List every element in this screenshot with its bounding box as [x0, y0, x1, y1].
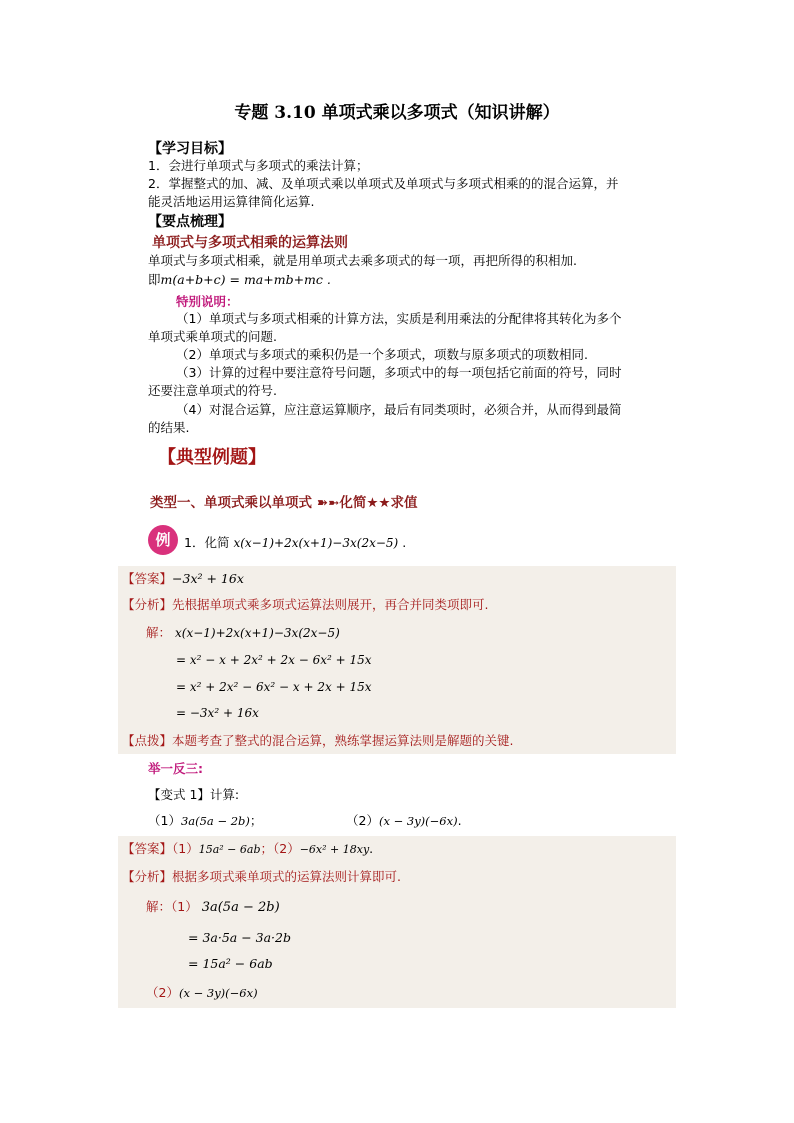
question-1: [184, 534, 406, 552]
note-line-7: 的结果.: [148, 420, 190, 435]
rule-text: 单项式与多项式相乘，就是用单项式去乘多项式的每一项，再把所得的积相加.: [148, 253, 577, 268]
variant-q1-expr: 3a(5a − 2b): [180, 814, 250, 828]
note-line-5: 还要注意单项式的符号.: [148, 383, 277, 398]
tip-1: [122, 732, 514, 750]
variant-q1-number: （1）: [148, 813, 181, 828]
analysis-2-label: 【分析】: [122, 869, 173, 884]
note-line-4: （3）计算的过程中要注意符号问题，多项式中的每一项包括它前面的符号，同时: [176, 365, 622, 380]
question-1-end: .: [402, 535, 407, 550]
answer-2-value-2: −6x² + 18xy: [299, 843, 370, 856]
note-line-6: （4）对混合运算，应注意运算顺序，最后有同类项时，必须合并，从而得到最简: [176, 402, 622, 417]
special-note-label: 特别说明：: [176, 294, 239, 309]
question-1-prefix: 1．化简: [184, 535, 230, 550]
analysis-1-text: 先根据单项式乘多项式运算法则展开，再合并同类项即可.: [172, 597, 489, 612]
solution-label: 解：: [146, 625, 172, 640]
variant-q2-end: .: [457, 813, 462, 828]
analysis-1: [122, 596, 489, 614]
analysis-2-text: 根据多项式乘单项式的运算法则计算即可.: [172, 869, 401, 884]
solution-1-line-1: [146, 624, 340, 642]
note-line-2: 单项式乘单项式的问题.: [148, 329, 277, 344]
goal-item-2: 2．掌握整式的加、减、及单项式乘以单项式及单项式与多项式相乘的的混合运算，并: [148, 176, 619, 191]
answer-1: [122, 570, 244, 588]
solution-2-line-2: = 3a·5a − 3a·2b: [188, 930, 291, 945]
analysis-2: [122, 868, 401, 886]
answer-2-part1-num: （1）: [172, 841, 199, 856]
solution-1-line-3: = x² + 2x² − 6x² − x + 2x + 15x: [176, 680, 372, 694]
tip-label: 【点拨】: [122, 733, 173, 748]
note-line-3: （2）单项式与多项式的乘积仍是一个多项式，项数与原多项式的项数相同.: [176, 347, 588, 362]
variant-1-question-1: [148, 812, 262, 830]
solution-2-line-3: = 15a² − 6ab: [188, 956, 273, 971]
solution-2-part-2: [146, 984, 258, 1002]
solution-2-expr: 3a(5a − 2b): [201, 900, 280, 915]
question-1-expression: x(x−1)+2x(x+1)−3x(2x−5): [233, 536, 399, 550]
typical-heading: 【典型例题】: [158, 447, 266, 468]
solution-2-part2-num: （2）: [146, 985, 179, 1000]
solution-1-line-4: = −3x² + 16x: [176, 706, 259, 720]
solution-2-label: 解：: [146, 899, 172, 914]
page-title: 专题 3.10 单项式乘以多项式（知识讲解）: [234, 103, 560, 123]
solution-1-expr: x(x−1)+2x(x+1)−3x(2x−5): [175, 626, 340, 640]
type1-heading: 类型一、单项式乘以单项式 ➽➼化简★★求值: [150, 495, 418, 511]
solution-2-part2-expr: (x − 3y)(−6x): [178, 986, 258, 1000]
answer-2: [122, 840, 373, 859]
answer-1-value: −3x² + 16x: [172, 571, 244, 586]
answer-2-label: 【答案】: [122, 841, 173, 856]
tip-1-text: 本题考查了整式的混合运算，熟练掌握运算法则是解题的关键.: [172, 733, 514, 748]
answer-2-sep: ；（2）: [260, 841, 300, 856]
formula: m(a+b+c) = ma+mb+mc .: [160, 272, 331, 287]
answer-2-value-1: 15a² − 6ab: [198, 843, 261, 856]
note-line-1: （1）单项式与多项式相乘的计算方法，实质是利用乘法的分配律将其转化为多个: [176, 311, 622, 326]
answer-block-2: [118, 836, 676, 1008]
points-heading: 【要点梳理】: [148, 214, 232, 230]
variant-q2-expr: (x − 3y)(−6x): [378, 814, 458, 828]
goals-heading: 【学习目标】: [148, 141, 232, 157]
solution-2-line-1: [146, 898, 280, 917]
answer-label: 【答案】: [122, 571, 173, 586]
goal-item-1: 1．会进行单项式与多项式的乘法计算；: [148, 158, 369, 173]
answer-2-end: .: [369, 841, 374, 856]
example-badge: 例: [148, 525, 178, 555]
variant-1-heading: 【变式 1】计算:: [148, 787, 240, 802]
juyi-heading: 举一反三:: [148, 761, 203, 776]
formula-line: [148, 271, 331, 289]
analysis-label: 【分析】: [122, 597, 173, 612]
rule-title: 单项式与多项式相乘的运算法则: [152, 235, 348, 251]
variant-q2-number: （2）: [346, 813, 379, 828]
variant-q1-sep: ；: [249, 813, 263, 828]
goal-item-3: 能灵活地运用运算律简化运算.: [148, 194, 315, 209]
formula-prefix: 即: [148, 272, 161, 287]
solution-1-line-2: = x² − x + 2x² + 2x − 6x² + 15x: [176, 653, 372, 667]
variant-1-question-2: [346, 812, 462, 830]
solution-2-num: （1）: [171, 899, 198, 914]
